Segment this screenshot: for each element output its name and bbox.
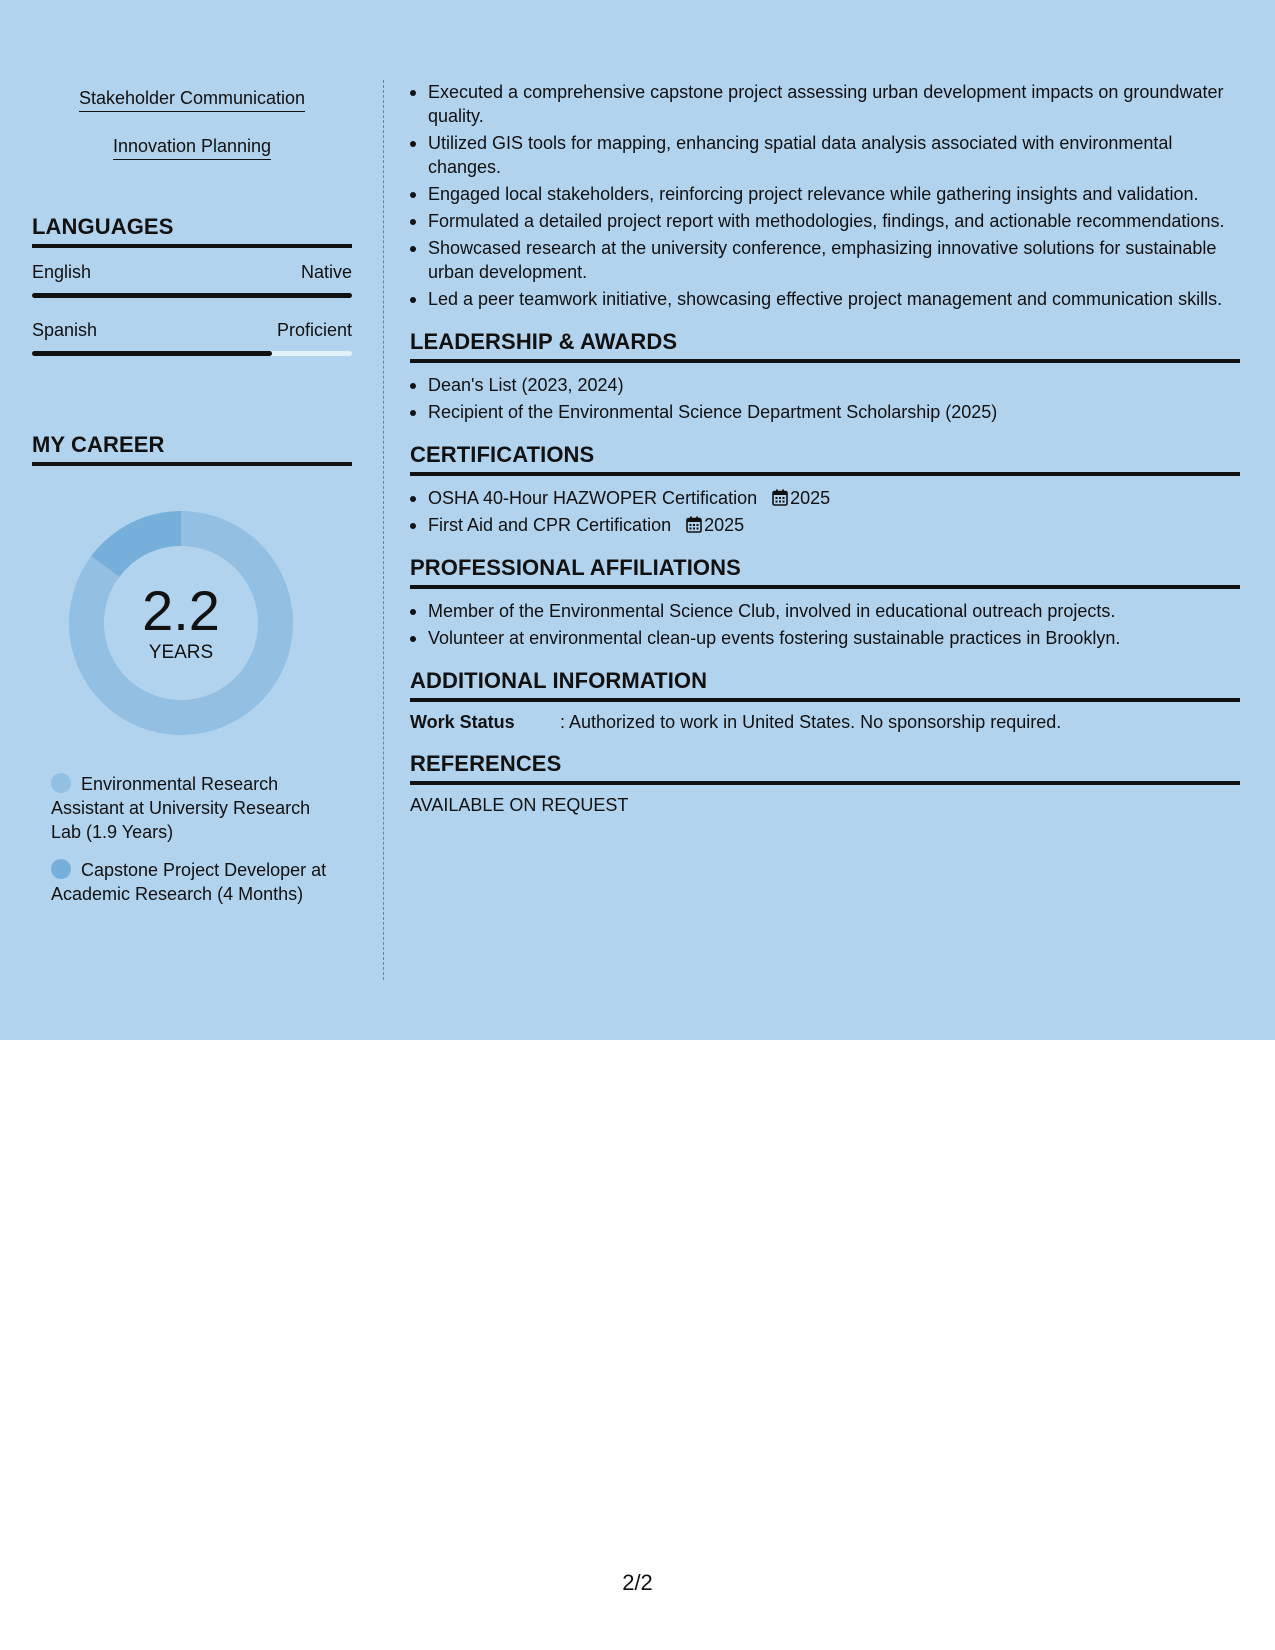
legend-item <box>51 772 331 844</box>
certification-year: 2025 <box>790 488 831 508</box>
language-bar-fill <box>32 293 352 298</box>
certification-name: First Aid and CPR Certification <box>428 515 672 535</box>
language-bar <box>32 293 352 298</box>
legend-label: Environmental Research Assistant at University Research Lab (1.9 Years) <box>51 774 311 842</box>
list-item: Volunteer at environmental clean-up events fostering sustainable practices in Brooklyn. <box>410 626 1240 650</box>
language-item <box>32 262 352 298</box>
list-item: Utilized GIS tools for mapping, enhancing spatial data analysis associated with environmental changes. <box>410 131 1240 179</box>
career-legend <box>32 772 352 906</box>
references-title: REFERENCES <box>410 751 1240 785</box>
career-title: MY CAREER <box>32 432 352 466</box>
language-bar <box>32 351 352 356</box>
skill-item: Stakeholder Communication <box>79 88 305 112</box>
list-item: Showcased research at the university conference, emphasizing innovative solutions for sustainable urban development. <box>410 236 1240 284</box>
column-divider <box>383 80 384 980</box>
career-section <box>32 432 352 906</box>
certification-name: OSHA 40-Hour HAZWOPER Certification <box>428 488 758 508</box>
career-total-unit: YEARS <box>148 642 214 663</box>
certification-year: 2025 <box>704 515 745 535</box>
skills-list <box>32 80 352 168</box>
career-total-value: 2.2 <box>142 579 220 642</box>
language-name: English <box>32 262 92 282</box>
calendar-icon <box>772 489 788 506</box>
page-number: 2/2 <box>622 1570 653 1595</box>
list-item: Executed a comprehensive capstone project assessing urban development impacts on groundwater quality. <box>410 80 1240 128</box>
language-level: Proficient <box>276 320 352 340</box>
language-bar-fill <box>32 351 272 356</box>
legend-dot <box>51 773 71 793</box>
list-item: Engaged local stakeholders, reinforcing project relevance while gathering insights and validation. <box>410 182 1240 206</box>
list-item: Dean's List (2023, 2024) <box>410 373 1240 397</box>
legend-item <box>51 858 331 906</box>
leadership-section <box>410 329 1240 424</box>
additional-section <box>410 668 1240 733</box>
leadership-title: LEADERSHIP & AWARDS <box>410 329 1240 363</box>
certification-item <box>410 513 1240 537</box>
affiliations-title: PROFESSIONAL AFFILIATIONS <box>410 555 1240 589</box>
language-level: Native <box>300 262 352 282</box>
additional-title: ADDITIONAL INFORMATION <box>410 668 1240 702</box>
certifications-title: CERTIFICATIONS <box>410 442 1240 476</box>
main-content <box>410 80 1240 816</box>
legend-dot <box>51 859 71 879</box>
references-text: AVAILABLE ON REQUEST <box>410 795 629 815</box>
language-name: Spanish <box>32 320 98 340</box>
certification-item <box>410 486 1240 510</box>
certifications-section <box>410 442 1240 537</box>
languages-title: LANGUAGES <box>32 214 352 248</box>
work-status-label: Work Status <box>410 712 515 732</box>
experience-bullets <box>410 80 1240 311</box>
work-status-value: : Authorized to work in United States. No sponsorship required. <box>560 712 1062 732</box>
list-item: Formulated a detailed project report with methodologies, findings, and actionable recommendations. <box>410 209 1240 233</box>
references-section <box>410 751 1240 816</box>
work-status-row <box>410 712 1240 733</box>
affiliations-section <box>410 555 1240 650</box>
list-item: Led a peer teamwork initiative, showcasing effective project management and communication skills. <box>410 287 1240 311</box>
list-item: Member of the Environmental Science Club, involved in educational outreach projects. <box>410 599 1240 623</box>
calendar-icon <box>686 516 702 533</box>
language-item <box>32 320 352 356</box>
skill-item: Innovation Planning <box>113 136 271 160</box>
sidebar <box>32 80 352 920</box>
languages-section <box>32 214 352 356</box>
career-donut-chart <box>66 508 296 738</box>
list-item: Recipient of the Environmental Science Department Scholarship (2025) <box>410 400 1240 424</box>
legend-label: Capstone Project Developer at Academic Research (4 Months) <box>51 860 327 904</box>
